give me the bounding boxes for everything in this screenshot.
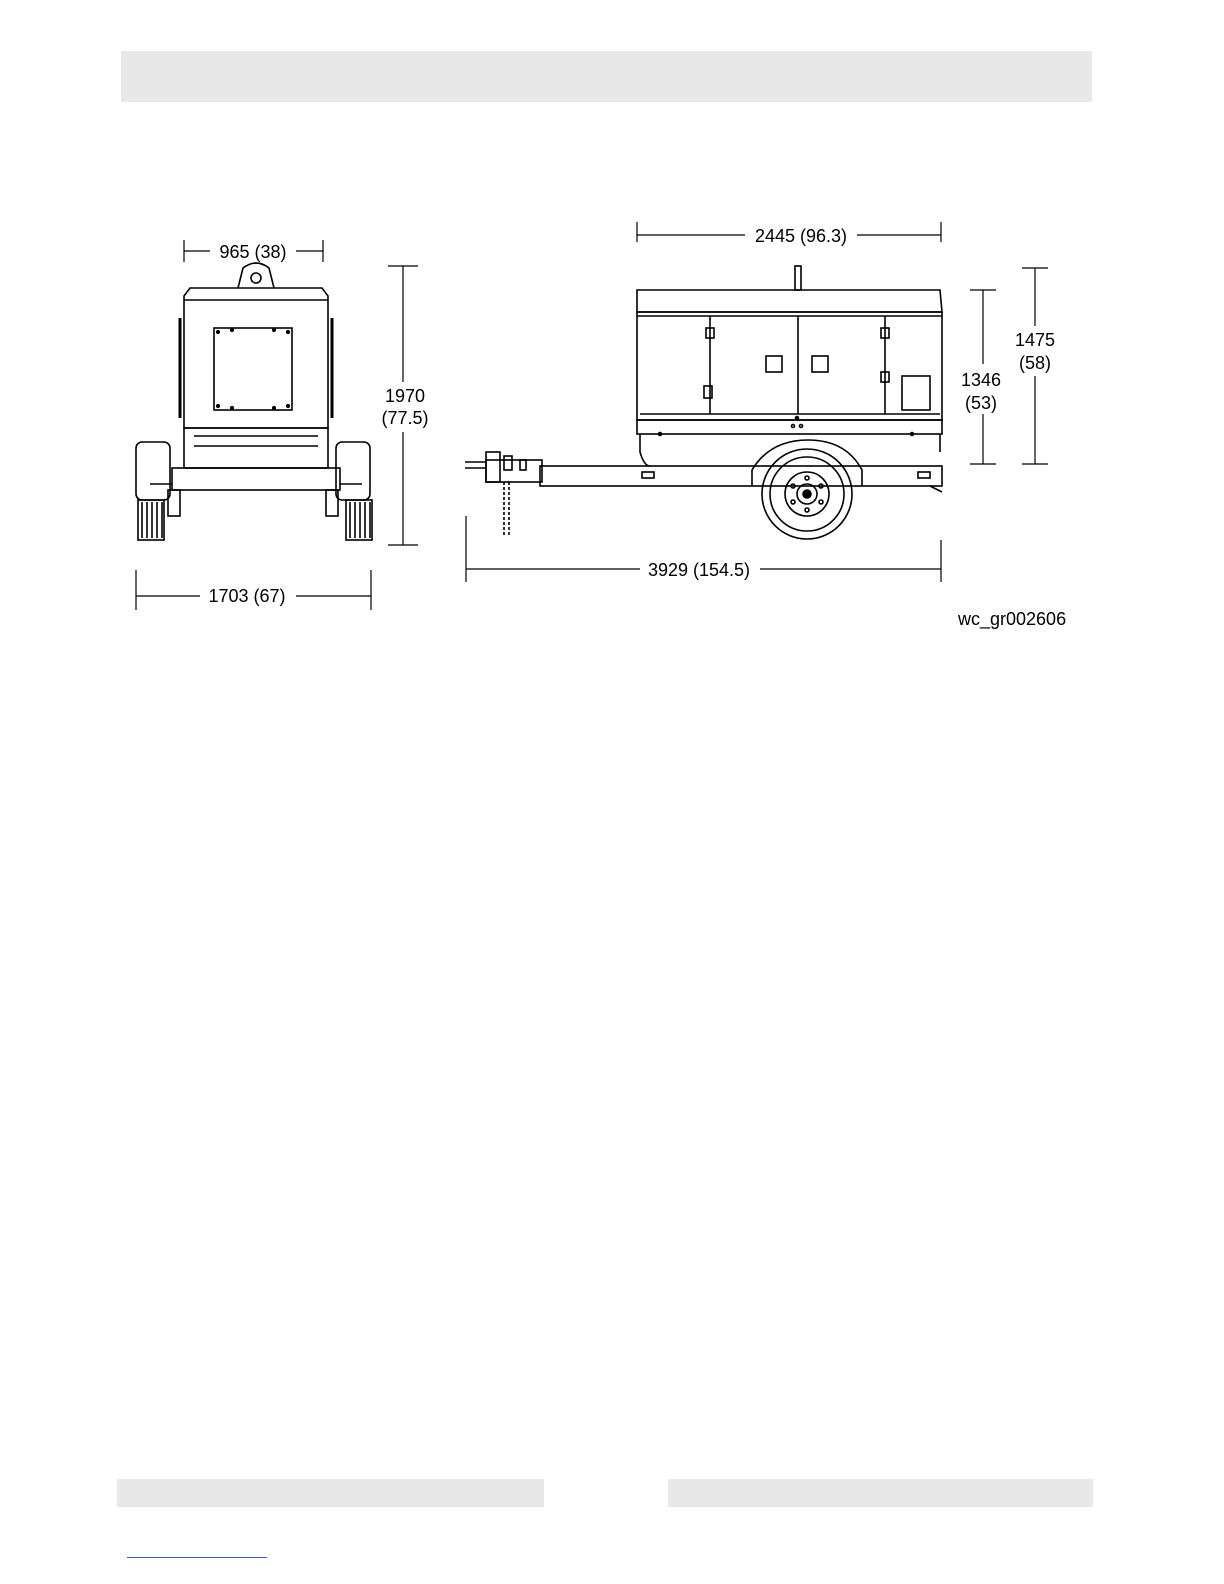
footer-link-underline[interactable] <box>127 1557 267 1558</box>
side-enclosure-height-in-label: (53) <box>964 393 998 413</box>
front-view-illustration <box>136 263 372 540</box>
front-height-mm-label: 1970 <box>384 386 426 406</box>
side-enclosure-length-label: 2445 (96.3) <box>754 226 848 246</box>
footer-bar-right <box>668 1479 1093 1507</box>
side-total-height-in-label: (58) <box>1018 353 1052 373</box>
dimension-drawing <box>0 0 1224 680</box>
figure-id: wc_gr002606 <box>958 609 1067 629</box>
side-enclosure-height-mm-label: 1346 <box>960 370 1002 390</box>
footer-bar-left <box>117 1479 544 1507</box>
front-height-in-label: (77.5) <box>381 408 429 428</box>
side-dimension-lines <box>466 222 1048 582</box>
side-total-height-mm-label: 1475 <box>1014 330 1056 350</box>
side-view-illustration <box>465 266 942 539</box>
front-top-width-label: 965 (38) <box>219 242 287 262</box>
side-overall-length-label: 3929 (154.5) <box>647 560 751 580</box>
front-track-width-label: 1703 (67) <box>208 586 286 606</box>
front-dimension-lines <box>136 240 418 610</box>
